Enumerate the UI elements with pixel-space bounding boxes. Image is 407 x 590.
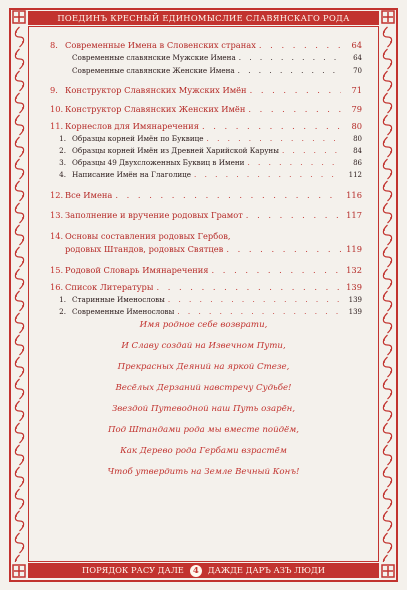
leader-dots xyxy=(239,53,341,62)
toc-entry[interactable] xyxy=(50,231,362,241)
header-band: ПОЕДИНЪ КРЕСНЫЙ ЕДИНОМЫСЛИЕ СЛАВЯНСКАГО РОДА xyxy=(28,11,379,25)
leader-dots xyxy=(246,210,341,220)
poem-line: Прекрасных Деяний на яркой Стезе, xyxy=(117,362,290,372)
toc-entry-title: Современные Имена в Словенских странах xyxy=(65,40,256,50)
right-ornament-strip xyxy=(381,26,394,562)
poem-line: И Славу создай на Извечном Пути, xyxy=(121,341,286,351)
toc-subentry-page: 64 xyxy=(353,54,362,62)
toc-entry-title: Конструктор Славянских Мужских Имён xyxy=(65,85,247,95)
toc-subentry[interactable] xyxy=(50,134,362,143)
left-ornament-strip xyxy=(13,26,26,562)
toc-subentry-number: 2. xyxy=(59,146,66,155)
page-number: 4 xyxy=(190,565,202,577)
footer-band xyxy=(28,563,379,578)
leader-dots xyxy=(115,190,341,200)
toc-subentry-number: 4. xyxy=(59,170,66,179)
poem-line: Как Дерево рода Гербами взрастём xyxy=(120,446,287,456)
toc-entry-number: 10. xyxy=(50,104,64,114)
toc-subentry[interactable] xyxy=(50,295,362,304)
corner-ornament-icon xyxy=(381,10,395,24)
leader-dots xyxy=(202,121,341,131)
toc-subentry-page: 84 xyxy=(353,147,362,155)
toc-subentry-number: 1. xyxy=(59,134,66,143)
toc-subentry[interactable] xyxy=(50,158,362,167)
leader-dots xyxy=(282,146,341,155)
toc-subentry-title: Современные славянские Мужские Имена xyxy=(72,53,236,62)
toc-subentry-title: Написание Имён на Глаголице xyxy=(72,170,192,179)
leader-dots xyxy=(156,282,341,292)
leader-dots xyxy=(194,170,341,179)
toc-entry[interactable] xyxy=(50,40,362,50)
toc-subentry-title: Старинные Именословы xyxy=(72,295,165,304)
toc-subentry-page: 112 xyxy=(348,171,362,179)
leader-dots xyxy=(212,265,341,275)
toc-entry[interactable] xyxy=(50,121,362,131)
toc-entry-title-line2: родовых Штандов, родовых Святцев xyxy=(65,244,224,254)
poem-line: Весёлых Дерзаний навстречу Судьбе! xyxy=(115,383,292,393)
toc-subentry-page: 80 xyxy=(353,135,362,143)
toc-entry-page: 119 xyxy=(346,244,362,254)
toc-entry[interactable] xyxy=(50,210,362,220)
leader-dots xyxy=(168,295,341,304)
leader-dots xyxy=(250,85,341,95)
toc-entry-page: 80 xyxy=(351,121,362,131)
toc-subentry-number: 1. xyxy=(59,295,66,304)
leader-dots xyxy=(177,307,341,316)
corner-ornament-icon xyxy=(381,564,395,578)
toc-entry[interactable] xyxy=(50,190,362,200)
toc-entry[interactable] xyxy=(50,85,362,95)
toc-entry-page: 79 xyxy=(351,104,362,114)
toc-entry-page: 117 xyxy=(346,210,362,220)
footer-right-text: ДАЖДЕ ДАРЪ АЗЪ ЛЮДИ xyxy=(207,565,325,575)
corner-ornament-icon xyxy=(12,10,26,24)
toc-entry-title: Корнеслов для Имянаречения xyxy=(65,121,199,131)
toc-entry-title: Список Литературы xyxy=(65,282,154,292)
toc-entry[interactable] xyxy=(50,265,362,275)
leader-dots xyxy=(207,134,342,143)
toc-entry-page: 71 xyxy=(351,85,362,95)
toc-subentry-title: Образцы 49 Двухсложенных Буквиц в Имени xyxy=(72,158,245,167)
toc-subentry-number: 3. xyxy=(59,158,66,167)
toc-entry-number: 9. xyxy=(50,85,58,95)
toc-entry[interactable] xyxy=(50,104,362,114)
leader-dots xyxy=(226,244,341,254)
leader-dots xyxy=(247,158,341,167)
toc-subentry-title: Образцы корней Имён из Древней Харийской Каруны xyxy=(72,146,279,155)
leader-dots xyxy=(238,66,341,75)
toc-subentry[interactable] xyxy=(50,146,362,155)
toc-entry-page: 139 xyxy=(346,282,362,292)
toc-subentry[interactable] xyxy=(50,53,362,62)
corner-ornament-icon xyxy=(12,564,26,578)
poem-line: Звездой Путеводной наш Путь озарён, xyxy=(111,404,296,414)
toc-entry-title: Родовой Словарь Имянаречения xyxy=(65,265,209,275)
poem-line: Чтоб утвердить на Земле Вечный Конъ! xyxy=(107,467,300,477)
toc-entry-number: 14. xyxy=(50,231,64,241)
leader-dots xyxy=(259,40,341,50)
toc-entry-title: Все Имена xyxy=(65,190,113,200)
toc-entry-title: Основы составления родовых Гербов, xyxy=(65,231,231,241)
toc-subentry-title: Современные славянские Женские Имена xyxy=(72,66,235,75)
toc-subentry-page: 70 xyxy=(353,67,362,75)
toc-subentry[interactable] xyxy=(50,170,362,179)
toc-subentry-page: 139 xyxy=(348,296,362,304)
toc-entry-number: 8. xyxy=(50,40,58,50)
toc-subentry-title: Образцы корней Имён по Буквице xyxy=(72,134,204,143)
toc-entry-number: 13. xyxy=(50,210,64,220)
toc-entry-number: 16. xyxy=(50,282,64,292)
toc-entry-number: 15. xyxy=(50,265,64,275)
toc-entry-title: Заполнение и вручение родовых Грамот xyxy=(65,210,243,220)
toc-entry-title: Конструктор Славянских Женских Имён xyxy=(65,104,246,114)
toc-subentry-page: 139 xyxy=(348,308,362,316)
toc-entry[interactable] xyxy=(50,282,362,292)
toc-entry-number: 12. xyxy=(50,190,64,200)
poem-line: Под Штандами рода мы вместе пойдём, xyxy=(107,425,299,435)
toc-entry-page: 132 xyxy=(346,265,362,275)
toc-subentry[interactable] xyxy=(50,66,362,75)
toc-subentry-page: 86 xyxy=(353,159,362,167)
toc-entry-continuation[interactable] xyxy=(50,244,362,254)
leader-dots xyxy=(248,104,341,114)
footer-left-text: ПОРЯДОК РАСУ ДАЛЕ xyxy=(82,565,184,575)
poem-line: Имя родное себе возврати, xyxy=(139,320,268,330)
toc-subentry[interactable] xyxy=(50,307,362,316)
toc-entry-number: 11. xyxy=(50,121,64,131)
toc-subentry-title: Современные Именословы xyxy=(72,307,175,316)
toc-entry-page: 116 xyxy=(346,190,362,200)
toc-subentry-number: 2. xyxy=(59,307,66,316)
toc-entry-page: 64 xyxy=(351,40,362,50)
